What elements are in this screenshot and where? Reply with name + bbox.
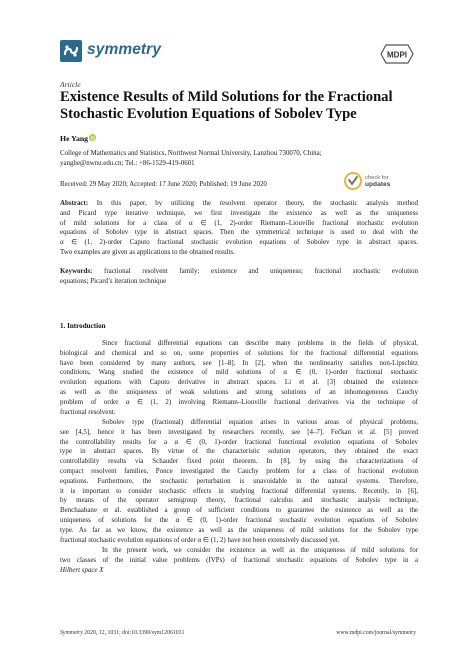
keywords — [60, 267, 418, 287]
check-updates-line: updates — [365, 181, 391, 188]
footer-journal: Symmetry — [60, 630, 83, 636]
body-line: compact resolvent families, Ponce investigated the Cauchy problem for a class of fractional evolution — [60, 466, 418, 475]
body-line: Benchaabane et al. established a group of sufficient conditions to guarantee the existence as well as the — [60, 506, 418, 515]
body-line: conditions, Wang studied the existence of mild solutions of α ∈ (0, 1)-order fractional stochastic — [60, 368, 418, 377]
journal-name: symmetry — [87, 41, 162, 58]
body-line: uniqueness of solutions for the α ∈ (0, 1)-order fractional stochastic evolution equations of Sobolev — [60, 515, 418, 524]
body-line: fractional stochastic evolution equations of order α ∈ (1, 2) have not been extensively discussed yet. — [60, 535, 340, 544]
body-line: two classes of the initial value problems (IVPs) of fractional stochastic equations of Sobolev type in a — [60, 555, 418, 564]
body-line: evolution equations with Caputo derivative in abstract spaces. Li et al. [3] obtained the existence — [60, 378, 418, 387]
intro-paragraph-3 — [60, 546, 418, 575]
article-title — [60, 89, 420, 124]
body-line: equations. Furthermore, the stochastic perturbation is unavoidable in the natural systems. Therefore, — [60, 476, 418, 485]
body-line: the controllability results for a α ∈ (0, 1)-order fractional functional evolution equations of Sobolev — [60, 437, 418, 446]
abstract-line: equations of Sobolev type in abstract spaces. Then the symmetrical technique is used to deal with the — [60, 228, 418, 237]
abstract-line: and Picard type iterative technique, we first investigate the existence as well as the uniqueness — [60, 208, 418, 217]
check-updates-line: check for — [365, 175, 389, 181]
keywords-line-0: Keywords: fractional resolvent family; existence and uniqueness; fractional stochastic evolution — [60, 267, 418, 275]
body-line: Since fractional differential equations can describe many problems in the fields of physical, — [102, 339, 418, 347]
symmetry-logo-icon — [60, 40, 82, 62]
keywords-line: equations; Picard’s iteration technique — [60, 276, 167, 285]
body-line: type. As far as we know, the existence as well as the uniqueness of mild solutions for the Sobolev type — [60, 525, 418, 534]
footer-citation-text: 2020, 12, 1031; doi:10.3390/sym12061031 — [82, 630, 185, 636]
body-line: by means of the operator semigroup theory, fractional calculus and stochastic analysis technique, — [60, 496, 418, 505]
body-line: type in abstract spaces. By virtue of the characteristic solution operators, they obtained the exact — [60, 447, 418, 456]
body-line: controllability results via Schauder fixed point theorem. In [8], by using the characterizations of — [60, 457, 418, 466]
footer-citation — [60, 630, 184, 636]
body-line: Sobolev type (fractional) differential equation arises in various areas of physical problems, — [102, 418, 418, 426]
title-line: Stochastic Evolution Equations of Sobolev Type — [60, 106, 357, 123]
mdpi-logo-icon — [380, 43, 414, 65]
affiliation — [60, 149, 390, 169]
body-line: In the present work, we consider the existence as well as the uniqueness of mild solutions for — [102, 546, 418, 554]
abstract-line: of mild solutions for a class of α ∈ (1, 2)-order Riemann–Liouville fractional stochastic evolution — [60, 218, 418, 227]
abstract-label: Abstract: — [60, 199, 89, 207]
title-line: Existence Results of Mild Solutions for the Fractional — [60, 89, 393, 105]
publication-dates: Received: 29 May 2020; Accepted: 17 June 2020; Published: 19 June 2020 — [60, 181, 267, 188]
abstract-line: α ∈ (1, 2)-order Caputo fractional stochastic evolution equations of Sobolev type in abstract spaces. — [60, 238, 418, 247]
abstract-line: Two examples are given as applications to the obtained results. — [60, 247, 235, 256]
author-name[interactable]: He Yang — [60, 134, 89, 143]
publisher-name: MDPI — [387, 50, 407, 60]
affiliation-line: College of Mathematics and Statistics, Northwest Normal University, Lanzhou 730070, China; — [60, 150, 322, 157]
abstract-line-0: Abstract: In this paper, by utilizing the resolvent operator theory, the stochastic analysis method — [60, 199, 418, 207]
keywords-label: Keywords: — [60, 267, 93, 275]
check-for-updates-badge[interactable] — [344, 170, 414, 192]
body-line: it is important to consider stochastic effects in studying fractional differential systems. Recently, in [6], — [60, 486, 418, 495]
orcid-icon[interactable] — [89, 134, 96, 141]
intro-paragraph-2 — [60, 418, 418, 545]
affiliation-contact: yanghe@nwnu.edu.cn; Tel.: +86-1529-419-0601 — [60, 159, 195, 167]
article-type: Article — [60, 80, 81, 89]
body-line: Hilbert space X — [60, 565, 104, 574]
intro-paragraph-1 — [60, 339, 418, 417]
section-title: 1. Introduction — [60, 322, 106, 330]
body-line: fractional resolvent. — [60, 407, 116, 416]
body-line: problem of order α ∈ (1, 2) involving Riemann–Liouville fractional derivatives via the technique of — [60, 397, 418, 406]
body-line: see [4,5], hence it has been investigated by researchers recently, see [4–7]. Fečkan et al. [5] proved — [60, 427, 418, 436]
body-line: biological and chemical and so on, some properties of solutions for the fractional differential equations — [60, 348, 418, 357]
footer-journal-url[interactable]: www.mdpi.com/journal/symmetry — [336, 630, 416, 636]
body-line: as well as the uniqueness of weak solutions and strong solutions of an inhomogeneous Cauchy — [60, 387, 418, 396]
body-line: have been considered by many authors, see [1–8]. In [2], when the nonlinearity satisfies non-Lipschitz — [60, 358, 418, 367]
abstract — [60, 199, 418, 258]
